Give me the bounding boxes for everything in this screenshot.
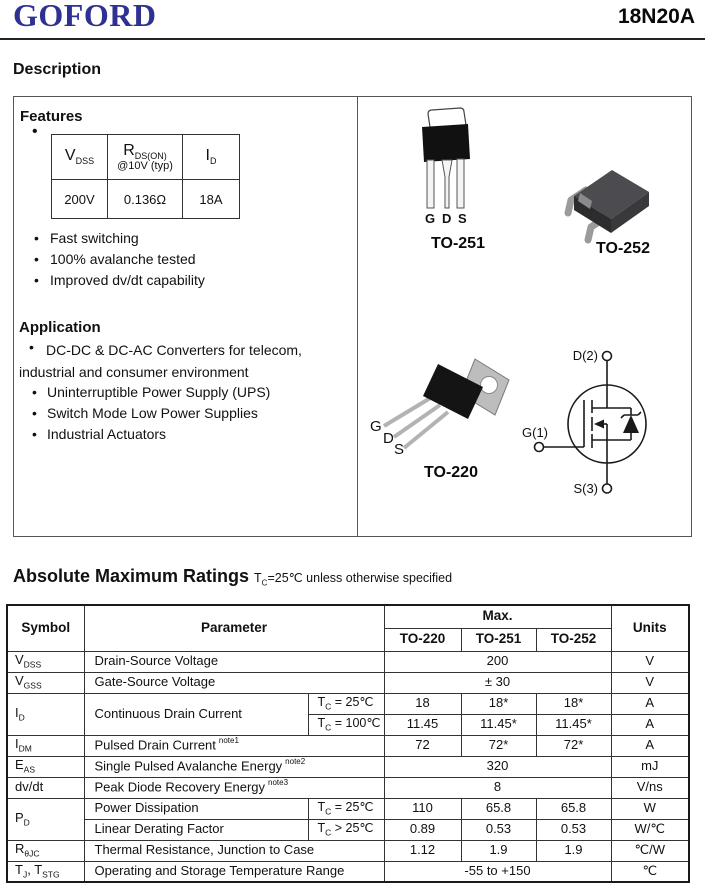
bullet-dot: • <box>34 272 39 288</box>
to-251-drawing <box>422 108 485 252</box>
bullet-dot: • <box>34 230 39 246</box>
value-cell: 18* <box>461 693 536 714</box>
value-cell: 0.53 <box>536 819 611 840</box>
features-heading: Features <box>20 108 83 125</box>
ratings-condition: $T_C=25℃$ unless otherwise specified <box>254 571 453 588</box>
value-cell: 11.45* <box>461 714 536 735</box>
symbol-cell: dv/dt <box>7 777 84 798</box>
application-heading: Application <box>19 319 101 336</box>
symbol-cell: $V_{GSS}$ <box>7 672 84 693</box>
col-header-units: Units <box>611 605 689 651</box>
symbol-cell: $E_{AS}$ <box>7 756 84 777</box>
parameter-cell: Peak Diode Recovery Energy $^{note3}$ <box>84 777 384 798</box>
parameter-cell: Pulsed Drain Current $^{note1}$ <box>84 735 384 756</box>
col-header-to251: TO-251 <box>461 628 536 651</box>
col-header-to252: TO-252 <box>536 628 611 651</box>
units-cell: mJ <box>611 756 689 777</box>
bullet-dot: • <box>32 426 37 442</box>
value-cell: 72* <box>461 735 536 756</box>
value-cell: 0.53 <box>461 819 536 840</box>
bullet-dot: • <box>29 339 34 355</box>
spec-header-id: $I_D$ <box>183 135 240 180</box>
condition-cell: $T_C$ > 25℃ <box>308 819 384 840</box>
parameter-cell: Operating and Storage Temperature Range <box>84 861 384 882</box>
to251-pin-d: D <box>442 211 452 226</box>
part-number: 18N20A <box>617 5 695 28</box>
table-row-eas <box>7 756 689 777</box>
symbol-gate-label: G(1) <box>522 425 548 440</box>
table-row-id-25c <box>7 693 689 714</box>
symbol-cell: $R_{\theta JC}$ <box>7 840 84 861</box>
value-cell: 1.9 <box>536 840 611 861</box>
application-bullet: DC-DC & DC-AC Converters for telecom, industrial and consumer environment <box>19 342 302 380</box>
units-cell: W <box>611 798 689 819</box>
condition-cell: $T_C$ = 25℃ <box>308 693 384 714</box>
symbol-cell: $P_D$ <box>7 798 84 840</box>
units-cell: ℃/W <box>611 840 689 861</box>
value-cell: 18* <box>536 693 611 714</box>
spec-header-vdss: $V_{DSS}$ <box>52 135 108 180</box>
value-cell: 11.45 <box>384 714 461 735</box>
to251-pin-g: G <box>425 211 436 226</box>
table-row-vdss <box>7 651 689 672</box>
units-cell: ℃ <box>611 861 689 882</box>
units-cell: A <box>611 714 689 735</box>
table-header-row <box>7 605 689 628</box>
feature-bullet: • Improved dv/dt capability <box>34 272 205 288</box>
value-cell: ± 30 <box>384 672 611 693</box>
parameter-cell: Thermal Resistance, Junction to Case <box>84 840 384 861</box>
description-box <box>13 96 692 537</box>
value-cell: 8 <box>384 777 611 798</box>
ratings-heading <box>13 566 452 588</box>
application-bullet: • Industrial Actuators <box>32 426 167 442</box>
application-bullet: • Uninterruptible Power Supply (UPS) <box>32 384 271 400</box>
bullet-dot: • <box>32 405 37 421</box>
to251-pin-s: S <box>458 211 467 226</box>
to220-pin-s: S <box>394 441 405 458</box>
units-cell: A <box>611 735 689 756</box>
units-cell: W/℃ <box>611 819 689 840</box>
value-cell: 65.8 <box>536 798 611 819</box>
spec-value-vdss: 200V <box>52 180 108 219</box>
key-spec-table <box>51 134 240 219</box>
ratings-table <box>6 604 690 883</box>
symbol-cell: $I_D$ <box>7 693 84 735</box>
spec-value-id: 18A <box>183 180 240 219</box>
feature-bullet: • Fast switching <box>34 230 139 246</box>
table-row-derating <box>7 819 689 840</box>
value-cell: 1.9 <box>461 840 536 861</box>
bullet-dot: • <box>34 251 39 267</box>
col-header-symbol: Symbol <box>7 605 84 651</box>
bullet-dot: • <box>32 384 37 400</box>
company-logo: GOFORD <box>13 0 157 33</box>
to252-label: TO-252 <box>596 240 650 257</box>
header-rule <box>0 38 705 40</box>
to251-label: TO-251 <box>431 235 485 252</box>
symbol-cell: $I_{DM}$ <box>7 735 84 756</box>
col-header-parameter: Parameter <box>84 605 384 651</box>
table-row-idm <box>7 735 689 756</box>
symbol-cell: $T_J$, $T_{STG}$ <box>7 861 84 882</box>
value-cell: 72 <box>384 735 461 756</box>
bullet-dot: • <box>32 123 38 140</box>
value-cell: 320 <box>384 756 611 777</box>
condition-cell: $T_C$ = 100℃ <box>308 714 384 735</box>
parameter-cell: Continuous Drain Current <box>84 693 308 735</box>
parameter-cell: Drain-Source Voltage <box>84 651 384 672</box>
value-cell: 0.89 <box>384 819 461 840</box>
symbol-cell: $V_{DSS}$ <box>7 651 84 672</box>
symbol-drain-label: D(2) <box>572 348 598 363</box>
package-drawings <box>358 97 692 537</box>
mosfet-symbol <box>522 348 646 496</box>
parameter-cell: Power Dissipation <box>84 798 308 819</box>
table-row-pd <box>7 798 689 819</box>
to-220-drawing <box>370 359 509 481</box>
symbol-source-label: S(3) <box>573 481 598 496</box>
value-cell: -55 to +150 <box>384 861 611 882</box>
feature-bullet: • 100% avalanche tested <box>34 251 196 267</box>
parameter-cell: Gate-Source Voltage <box>84 672 384 693</box>
value-cell: 11.45* <box>536 714 611 735</box>
spec-value-rdson: 0.136Ω <box>108 180 183 219</box>
condition-cell: $T_C$ = 25℃ <box>308 798 384 819</box>
units-cell: V <box>611 672 689 693</box>
to-252-drawing <box>568 170 650 257</box>
table-row-tstg <box>7 861 689 882</box>
spec-header-rdson: $R_{DS(ON)}$ @10V (typ) <box>108 135 183 180</box>
value-cell: 18 <box>384 693 461 714</box>
table-row-rthjc <box>7 840 689 861</box>
ratings-title: Absolute Maximum Ratings <box>13 566 250 586</box>
table-row-vgss <box>7 672 689 693</box>
units-cell: V/ns <box>611 777 689 798</box>
units-cell: V <box>611 651 689 672</box>
col-header-max: Max. <box>384 605 611 628</box>
value-cell: 65.8 <box>461 798 536 819</box>
description-heading: Description <box>13 61 102 78</box>
to220-label: TO-220 <box>424 464 478 481</box>
table-row-dvdt <box>7 777 689 798</box>
units-cell: A <box>611 693 689 714</box>
value-cell: 72* <box>536 735 611 756</box>
value-cell: 200 <box>384 651 611 672</box>
application-bullet: • Switch Mode Low Power Supplies <box>32 405 258 421</box>
to220-pin-d: D <box>383 430 394 447</box>
col-header-to220: TO-220 <box>384 628 461 651</box>
parameter-cell: Linear Derating Factor <box>84 819 308 840</box>
parameter-cell: Single Pulsed Avalanche Energy $^{note2}$ <box>84 756 384 777</box>
value-cell: 1.12 <box>384 840 461 861</box>
value-cell: 110 <box>384 798 461 819</box>
to220-pin-g: G <box>370 418 382 435</box>
